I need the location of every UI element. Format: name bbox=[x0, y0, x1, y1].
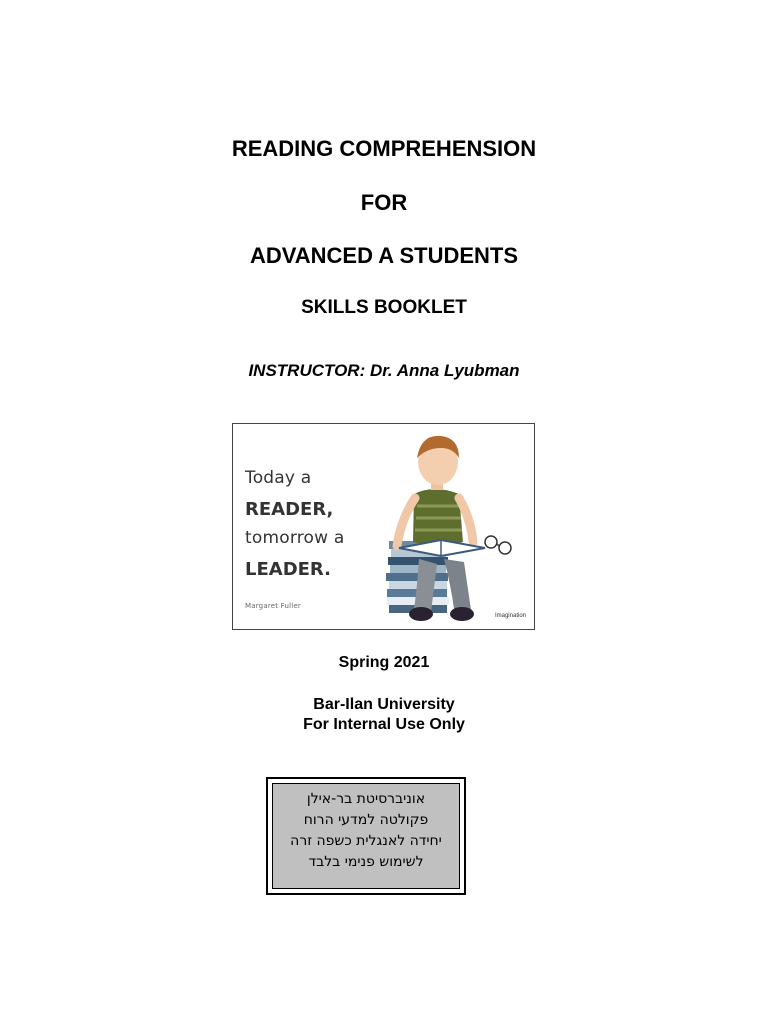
quote-line-2: READER, bbox=[245, 499, 334, 520]
hebrew-line-2: פקולטה למדעי הרוח bbox=[303, 812, 429, 828]
quote-line-3: tomorrow a bbox=[245, 528, 345, 548]
quote-line-4: LEADER. bbox=[245, 559, 331, 580]
usage-note: For Internal Use Only bbox=[303, 716, 465, 733]
brand-logo-text: Imagination bbox=[494, 613, 526, 619]
hebrew-stamp-inner bbox=[272, 783, 460, 889]
child-reading-illustration bbox=[359, 424, 534, 629]
title-line-2: FOR bbox=[360, 190, 408, 215]
title-line-3: ADVANCED A STUDENTS bbox=[249, 243, 519, 268]
hebrew-line-4: לשימוש פנימי בלבד bbox=[308, 854, 424, 870]
hebrew-line-1: אוניברסיטת בר-אילן bbox=[306, 791, 426, 807]
university: Bar-Ilan University bbox=[313, 696, 455, 713]
quote-line-1: Today a bbox=[245, 468, 312, 488]
cover-poster bbox=[232, 423, 535, 630]
quote-author: Margaret Fuller bbox=[245, 602, 301, 610]
title-line-1: READING COMPREHENSION bbox=[231, 136, 537, 161]
hebrew-stamp-box bbox=[266, 777, 466, 895]
semester: Spring 2021 bbox=[338, 654, 430, 671]
subtitle: SKILLS BOOKLET bbox=[301, 297, 467, 318]
instructor: INSTRUCTOR: Dr. Anna Lyubman bbox=[248, 361, 520, 380]
hebrew-line-3: יחידה לאנגלית כשפה זרה bbox=[290, 833, 442, 849]
